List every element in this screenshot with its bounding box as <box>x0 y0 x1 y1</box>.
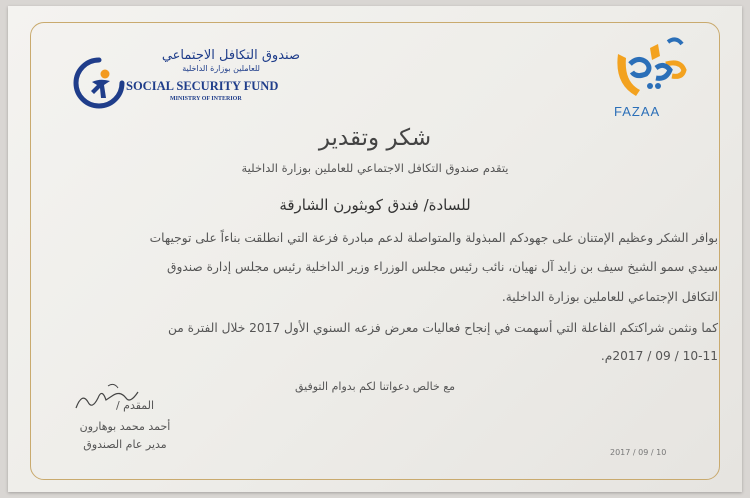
ssf-ministry-english: MINISTRY OF INTERIOR <box>170 96 242 102</box>
fazaa-logo <box>606 34 692 122</box>
fazaa-wordmark: FAZAA <box>614 104 661 119</box>
signatory-name: أحمد محمد بوهارون <box>79 420 171 433</box>
ssf-subtitle-arabic: للعاملين بوزارة الداخلية <box>182 64 260 73</box>
body-line-2: سيدي سمو الشيخ سيف بن زايد آل نهيان، نائب رئيس مجلس الوزراء وزير الداخلية رئيس مجلس إدارة صندوق <box>167 260 718 274</box>
certificate-title: شكر وتقدير <box>318 125 432 151</box>
body-line-1: بوافر الشكر وعظيم الإمتنان على جهودكم المبذولة والمتواصلة لدعم مبادرة فزعة التي انطلقت بناءاً على توجيهات <box>149 231 718 245</box>
fazaa-mark-icon <box>606 34 692 104</box>
body-line-3: التكافل الإجتماعي للعاملين بوزارة الداخلية. <box>501 290 718 304</box>
signatory-rank: المقدم / <box>115 399 155 412</box>
social-security-fund-logo <box>70 48 300 118</box>
signatory-role: مدير عام الصندوق <box>83 438 167 451</box>
body-line-5: 10-11 / 09 / 2017م. <box>600 349 718 363</box>
issue-date: 2017 / 09 / 10 <box>610 448 667 457</box>
body-line-4: كما ونثمن شراكتكم الفاعلة التي أسهمت في إنجاح فعاليات معرض فزعه السنوي الأول 2017 خلال الفترة من <box>167 321 718 335</box>
certificate-subtitle: يتقدم صندوق التكافل الاجتماعي للعاملين بوزارة الداخلية <box>241 161 509 175</box>
closing-remark: مع خالص دعواتنا لكم بدوام التوفيق <box>294 380 456 393</box>
ssf-emblem-icon <box>70 54 128 112</box>
ssf-name-arabic: صندوق التكافل الاجتماعي <box>161 48 300 63</box>
ssf-name-english: SOCIAL SECURITY FUND <box>126 79 279 93</box>
addressee: للسادة/ فندق كوبثورن الشارقة <box>279 196 471 214</box>
